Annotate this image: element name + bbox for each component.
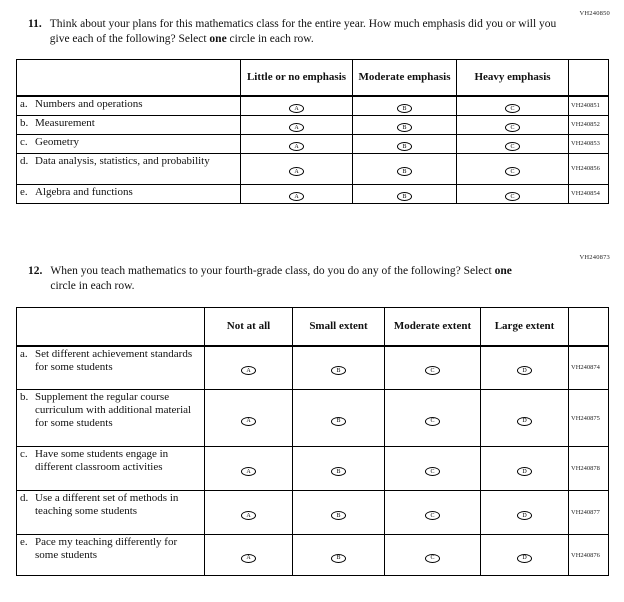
answer-bubble[interactable] <box>241 554 256 563</box>
question-number: 12. <box>28 265 43 277</box>
answer-bubble[interactable] <box>425 417 440 426</box>
table-row <box>17 390 609 447</box>
header-code-blank <box>569 60 609 96</box>
bubble-letter: B <box>402 124 407 131</box>
answer-bubble[interactable] <box>397 123 412 132</box>
column-header: Small extent <box>293 308 385 346</box>
row-letter: e. <box>20 536 28 548</box>
answer-bubble[interactable] <box>397 192 412 201</box>
row-letter: a. <box>20 347 28 360</box>
column-header: Not at all <box>205 308 293 346</box>
row-code: VH240853 <box>569 134 609 153</box>
row-code: VH240851 <box>569 96 609 116</box>
answer-bubble[interactable] <box>397 142 412 151</box>
answer-bubble[interactable] <box>505 123 520 132</box>
row-letter: c. <box>20 135 28 148</box>
bubble-letter: D <box>522 468 527 475</box>
question-text-pre: When you teach mathematics to your fourth-grade class, do you do any of the following? Select <box>50 265 495 277</box>
bubble-letter: D <box>522 512 527 519</box>
answer-bubble[interactable] <box>425 554 440 563</box>
row-letter: c. <box>20 448 28 460</box>
table-row <box>17 447 609 491</box>
bubble-letter: A <box>246 418 251 424</box>
bubble-letter: C <box>430 555 435 561</box>
row-code: VH240877 <box>569 491 609 535</box>
bubble-letter: B <box>402 193 407 200</box>
row-letter: b. <box>20 391 29 403</box>
bubble-letter: C <box>510 193 515 200</box>
row-letter: a. <box>20 97 28 110</box>
bubble-letter: C <box>430 468 435 475</box>
answer-bubble[interactable] <box>425 366 440 375</box>
answer-bubble[interactable] <box>517 366 532 375</box>
bubble-letter: B <box>402 168 407 175</box>
answer-bubble[interactable] <box>331 467 346 476</box>
answer-bubble[interactable] <box>241 417 256 426</box>
answer-bubble[interactable] <box>331 554 346 563</box>
table-row <box>17 491 609 535</box>
row-label: Data analysis, statistics, and probability <box>35 154 210 167</box>
table-row <box>17 535 609 576</box>
header-blank <box>17 60 241 96</box>
row-label: Have some students engage in different classroom activities <box>35 448 169 474</box>
answer-bubble[interactable] <box>505 192 520 201</box>
bubble-letter: B <box>402 105 407 112</box>
bubble-letter: B <box>402 143 407 150</box>
bubble-letter: C <box>510 168 515 175</box>
row-label: Pace my teaching differently for some students <box>35 536 178 562</box>
column-header: Large extent <box>481 308 569 346</box>
bubble-letter: B <box>336 512 341 519</box>
column-header: Moderate extent <box>385 308 481 346</box>
answer-bubble[interactable] <box>517 554 532 563</box>
answer-bubble[interactable] <box>505 142 520 151</box>
answer-bubble[interactable] <box>241 511 256 520</box>
row-code: VH240854 <box>569 184 609 203</box>
answer-bubble[interactable] <box>331 511 346 520</box>
answer-bubble[interactable] <box>289 142 304 151</box>
bubble-letter: A <box>294 143 299 150</box>
header-blank <box>17 308 205 346</box>
row-label: Geometry <box>35 135 79 148</box>
question-11 <box>28 17 568 47</box>
row-letter: d. <box>20 154 29 167</box>
bubble-letter: C <box>430 418 435 424</box>
answer-bubble[interactable] <box>397 104 412 113</box>
answer-bubble[interactable] <box>289 123 304 132</box>
answer-bubble[interactable] <box>425 467 440 476</box>
bubble-letter: B <box>336 555 341 561</box>
row-code: VH240878 <box>569 447 609 491</box>
row-label: Measurement <box>35 116 95 129</box>
question-text <box>50 17 568 47</box>
answer-bubble[interactable] <box>289 167 304 176</box>
header-row <box>17 60 609 96</box>
form-code-q11: VH240850 <box>579 10 610 17</box>
table-row <box>17 115 609 134</box>
row-label: Algebra and functions <box>35 185 133 198</box>
bubble-letter: D <box>522 418 527 424</box>
row-letter: d. <box>20 492 29 504</box>
answer-bubble[interactable] <box>505 104 520 113</box>
question-text <box>50 264 528 294</box>
question-text-bold: one <box>209 32 227 45</box>
bubble-letter: A <box>294 193 299 200</box>
answer-bubble[interactable] <box>517 417 532 426</box>
answer-bubble[interactable] <box>289 192 304 201</box>
question-number: 11. <box>28 18 42 30</box>
bubble-letter: D <box>522 555 527 561</box>
bubble-letter: C <box>430 512 435 519</box>
question-text-pre: Think about your plans for this mathematics class for the entire year. How much emphasis did you or will you give each of the following? Select <box>49 18 557 45</box>
question-text-post: circle in each row. <box>226 32 314 45</box>
answer-bubble[interactable] <box>241 366 256 375</box>
bubble-letter: A <box>294 124 299 131</box>
row-letter: e. <box>20 185 28 198</box>
column-header: Moderate emphasis <box>353 60 457 96</box>
question-text-post: circle in each row. <box>50 279 135 292</box>
answer-bubble[interactable] <box>397 167 412 176</box>
bubble-letter: A <box>246 512 251 519</box>
row-label: Set different achievement standards for some students <box>35 347 193 373</box>
row-code: VH240852 <box>569 115 609 134</box>
q11-table <box>16 59 609 204</box>
q12-table <box>16 307 609 576</box>
table-row <box>17 346 609 390</box>
answer-bubble[interactable] <box>331 417 346 426</box>
header-row <box>17 308 609 346</box>
answer-bubble[interactable] <box>517 511 532 520</box>
question-text-bold: one <box>494 265 512 277</box>
bubble-letter: B <box>336 468 341 475</box>
bubble-letter: A <box>294 168 299 175</box>
bubble-letter: B <box>336 367 341 374</box>
row-label: Numbers and operations <box>35 97 143 110</box>
table-row <box>17 184 609 203</box>
bubble-letter: A <box>246 468 251 475</box>
bubble-letter: C <box>510 143 515 150</box>
row-code: VH240875 <box>569 390 609 447</box>
answer-bubble[interactable] <box>517 467 532 476</box>
answer-bubble[interactable] <box>289 104 304 113</box>
row-label: Supplement the regular course curriculum with additional material for some students <box>35 391 192 430</box>
header-code-blank <box>569 308 609 346</box>
row-code: VH240876 <box>569 535 609 576</box>
bubble-letter: C <box>430 367 435 374</box>
answer-bubble[interactable] <box>505 167 520 176</box>
bubble-letter: C <box>510 124 515 131</box>
question-12 <box>28 264 528 294</box>
column-header: Heavy emphasis <box>457 60 569 96</box>
table-row <box>17 134 609 153</box>
row-label: Use a different set of methods in teaching some students <box>35 492 179 518</box>
bubble-letter: A <box>294 105 299 112</box>
row-code: VH240874 <box>569 346 609 390</box>
bubble-letter: A <box>246 555 251 561</box>
answer-bubble[interactable] <box>241 467 256 476</box>
answer-bubble[interactable] <box>331 366 346 375</box>
column-header: Little or no emphasis <box>241 60 353 96</box>
row-letter: b. <box>20 116 29 129</box>
bubble-letter: A <box>246 367 251 374</box>
table-row <box>17 153 609 184</box>
bubble-letter: C <box>510 105 515 112</box>
table-row <box>17 96 609 116</box>
row-code: VH240856 <box>569 153 609 184</box>
bubble-letter: B <box>336 418 341 424</box>
form-code-q12: VH240873 <box>579 254 610 261</box>
bubble-letter: D <box>522 367 527 374</box>
answer-bubble[interactable] <box>425 511 440 520</box>
